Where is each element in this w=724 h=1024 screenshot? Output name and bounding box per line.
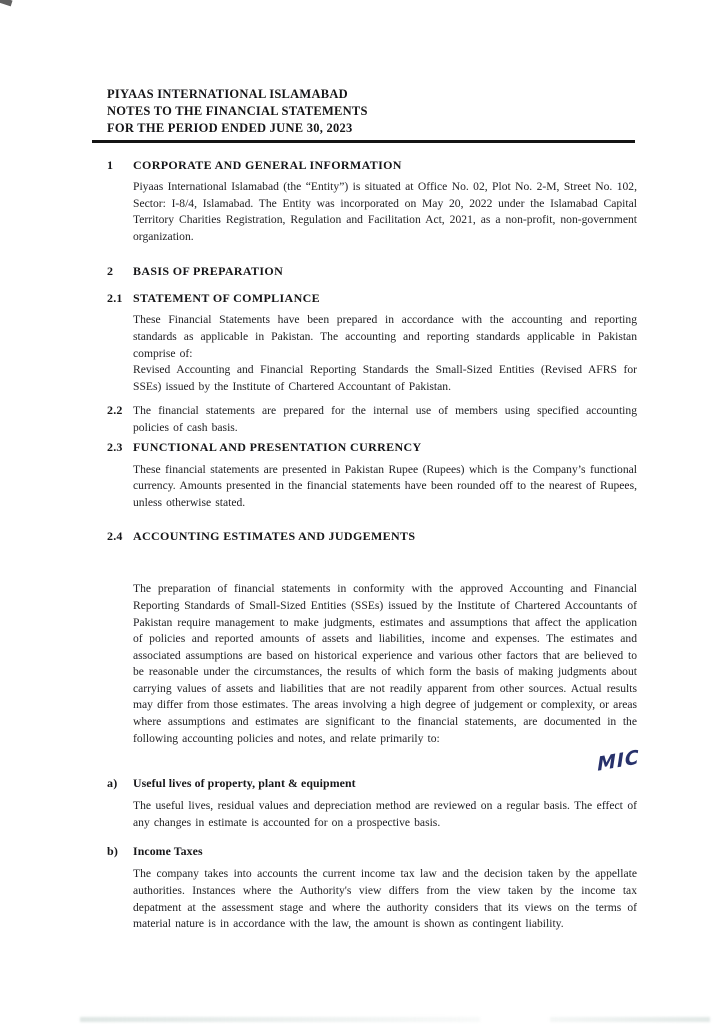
section-2-1-body — [133, 312, 637, 395]
header-rule — [92, 140, 635, 143]
paragraph: Piyaas International Islamabad (the “Entity”) is situated at Office No. 02, Plot No. 2-M, Street No. 102, Sector: I-8/4, Islamabad. The Entity was incorporated on May 20, 2022 under the Islamabad Capital Territory Charities Registration, Regulation and Facilitation Act, 2021, as a non-profit, non-government organization. — [133, 180, 637, 243]
handwritten-initials: MIC — [596, 746, 640, 776]
section-title: CORPORATE AND GENERAL INFORMATION — [133, 158, 402, 172]
section-2-1-heading — [107, 291, 637, 306]
section-number: 2.3 — [107, 439, 123, 454]
section-2-3-body — [133, 462, 637, 512]
scan-corner-artifact — [0, 0, 13, 6]
section-1-body — [133, 179, 637, 245]
paragraph: These Financial Statements have been prepared in accordance with the accounting and reporting standards as applicable in Pakistan. The accounting and reporting standards applicable in Pakistan comprise of: — [133, 313, 637, 360]
paragraph: These financial statements are presented in Pakistan Rupee (Rupees) which is the Company’s functional currency. Amounts presented in the financial statements have been rounded off to the nearest of Rupees, unless otherwise stated. — [133, 462, 637, 509]
paragraph: The useful lives, residual values and depreciation method are reviewed on a regular basis. The effect of any changes in estimate is accounted for on a prospective basis. — [133, 799, 637, 829]
item-b-body — [133, 866, 637, 932]
section-number: 2.1 — [107, 291, 123, 306]
section-2-3-heading — [107, 440, 637, 455]
section-title: STATEMENT OF COMPLIANCE — [133, 291, 320, 306]
item-a-heading — [107, 776, 637, 791]
section-1-heading — [107, 158, 637, 173]
scan-bottom-artifact — [550, 1017, 710, 1022]
section-number: 2.4 — [107, 529, 123, 544]
section-title: ACCOUNTING ESTIMATES AND JUDGEMENTS — [133, 529, 416, 544]
item-label: b) — [107, 844, 119, 859]
section-title: FUNCTIONAL AND PRESENTATION CURRENCY — [133, 439, 422, 454]
scan-bottom-artifact — [80, 1017, 480, 1022]
section-2-2 — [107, 403, 637, 436]
paragraph: The company takes into accounts the current income tax law and the decision taken by the appellate authorities. Instances where the Authority's view differs from the view taken by the income tax depatment at the assessment stage and where the authority considers that its views on the terms of material nature is in accordance with the law, the amount is shown as contingent liability. — [133, 867, 637, 931]
period-line: FOR THE PERIOD ENDED JUNE 30, 2023 — [107, 121, 353, 135]
document-header — [107, 86, 637, 137]
document-title: NOTES TO THE FINANCIAL STATEMENTS — [107, 104, 368, 118]
section-2-heading — [107, 264, 637, 279]
document-content — [107, 86, 637, 933]
company-name: PIYAAS INTERNATIONAL ISLAMABAD — [107, 87, 348, 101]
item-title: Income Taxes — [133, 844, 203, 859]
section-2-2-body: The financial statements are prepared for the internal use of members using specified accounting policies of cash basis. — [133, 404, 637, 434]
section-number: 2 — [107, 264, 114, 279]
section-number: 2.2 — [107, 403, 123, 418]
item-b-heading — [107, 844, 637, 859]
item-label: a) — [107, 776, 118, 791]
section-2-4-heading — [107, 529, 637, 544]
item-title: Useful lives of property, plant & equipment — [133, 776, 356, 791]
item-a-body — [133, 798, 637, 831]
section-2-4-body — [133, 581, 637, 747]
paragraph: Revised Accounting and Financial Reporting Standards the Small-Sized Entities (Revised AFRS for SSEs) issued by the Institute of Chartered Accountant of Pakistan. — [133, 363, 637, 393]
paragraph: The preparation of financial statements in conformity with the approved Accounting and Financial Reporting Standards of Small-Sized Entities (SSEs) issued by the Institute of Chartered Accountants of Pakistan require management to make judgments, estimates and assumptions that affect the application of policies and reported amounts of assets and liabilities, income and expenses. The estimates and associated assumptions are based on historical experience and various other factors that are believed to be reasonable under the circumstances, the results of which form the basis of making judgments about carrying values of assets and liabilities that are not readily apparent from other sources. Actual results may differ from those estimates. The areas involving a high degree of judgement or complexity, or areas where assumptions and estimates are significant to the financial statements, are documented in the following accounting policies and notes, and relate primarily to: — [133, 582, 637, 745]
section-title: BASIS OF PREPARATION — [133, 264, 284, 279]
section-number: 1 — [107, 158, 114, 172]
